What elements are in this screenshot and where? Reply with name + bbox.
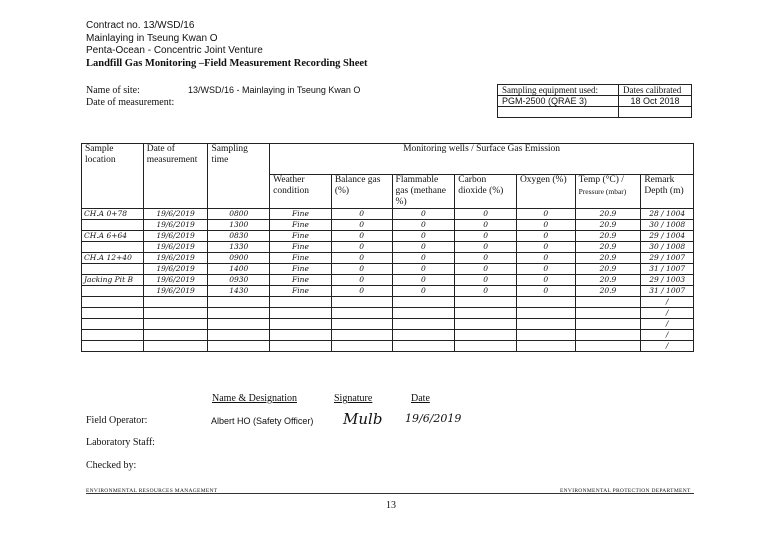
cell-date: 19/6/2019 bbox=[143, 209, 208, 220]
site-labels bbox=[86, 85, 174, 109]
cell-temp-pressure bbox=[575, 341, 641, 352]
cell-temp-pressure: 20.9 bbox=[575, 220, 641, 231]
cell-carbon-dioxide bbox=[455, 341, 517, 352]
sheet-title: Landfill Gas Monitoring –Field Measurement Recording Sheet bbox=[86, 57, 368, 69]
cell-balance-gas: 0 bbox=[331, 220, 392, 231]
cell-flammable-gas bbox=[392, 330, 455, 341]
footer-right: ENVIRONMENTAL PROTECTION DEPARTMENT bbox=[560, 488, 691, 494]
cell-temp-pressure: 20.9 bbox=[575, 231, 641, 242]
cell-weather bbox=[270, 330, 332, 341]
signature-heading: Signature bbox=[334, 393, 373, 404]
table-row bbox=[82, 264, 694, 275]
cell-flammable-gas: 0 bbox=[392, 231, 455, 242]
cell-weather bbox=[270, 341, 332, 352]
cell-temp-pressure bbox=[575, 330, 641, 341]
cell-date: 19/6/2019 bbox=[143, 264, 208, 275]
table-row bbox=[82, 242, 694, 253]
cell-sample-location: CH.A 6+64 bbox=[82, 231, 144, 242]
cell-carbon-dioxide: 0 bbox=[455, 253, 517, 264]
cell-time: 1400 bbox=[208, 264, 270, 275]
table-row bbox=[82, 297, 694, 308]
table-row bbox=[82, 319, 694, 330]
cell-carbon-dioxide: 0 bbox=[455, 220, 517, 231]
cell-date bbox=[143, 341, 208, 352]
cell-oxygen bbox=[516, 330, 575, 341]
cell-sample-location bbox=[82, 319, 144, 330]
cell-date: 19/6/2019 bbox=[143, 275, 208, 286]
page-number: 13 bbox=[386, 500, 396, 511]
cell-weather: Fine bbox=[270, 231, 332, 242]
table-row bbox=[82, 330, 694, 341]
cell-date bbox=[143, 330, 208, 341]
cell-date bbox=[143, 297, 208, 308]
cell-oxygen bbox=[516, 308, 575, 319]
cell-date bbox=[143, 308, 208, 319]
cell-remark: 31 / 1007 bbox=[641, 264, 694, 275]
cell-time: 0800 bbox=[208, 209, 270, 220]
cell-sample-location bbox=[82, 220, 144, 231]
cell-oxygen: 0 bbox=[516, 242, 575, 253]
cell-flammable-gas bbox=[392, 297, 455, 308]
footer-left: ENVIRONMENTAL RESOURCES MANAGEMENT bbox=[86, 488, 218, 494]
cell-flammable-gas: 0 bbox=[392, 286, 455, 297]
field-operator-label: Field Operator: bbox=[86, 415, 148, 426]
cell-remark: / bbox=[641, 297, 694, 308]
cell-carbon-dioxide: 0 bbox=[455, 264, 517, 275]
contractor-name: Penta-Ocean - Concentric Joint Venture bbox=[86, 45, 263, 56]
cell-balance-gas: 0 bbox=[331, 253, 392, 264]
cell-flammable-gas: 0 bbox=[392, 275, 455, 286]
cell-oxygen bbox=[516, 319, 575, 330]
cell-weather: Fine bbox=[270, 275, 332, 286]
document-header bbox=[86, 20, 368, 70]
cell-flammable-gas bbox=[392, 319, 455, 330]
cell-oxygen: 0 bbox=[516, 286, 575, 297]
cell-time: 1330 bbox=[208, 242, 270, 253]
cell-sample-location bbox=[82, 297, 144, 308]
col-pressure-label: Pressure (mbar) bbox=[578, 187, 627, 196]
col-date: Date of measurement bbox=[143, 144, 208, 209]
cell-temp-pressure bbox=[575, 297, 641, 308]
col-carbon-dioxide: Carbon dioxide (%) bbox=[455, 175, 517, 209]
cell-sample-location bbox=[82, 242, 144, 253]
col-temp-pressure bbox=[575, 175, 641, 209]
calibration-cell: 18 Oct 2018 bbox=[619, 96, 692, 107]
cell-carbon-dioxide bbox=[455, 308, 517, 319]
site-name-value: 13/WSD/16 - Mainlaying in Tseung Kwan O bbox=[188, 85, 361, 95]
cell-balance-gas bbox=[331, 319, 392, 330]
cell-time bbox=[208, 297, 270, 308]
col-temp-label: Temp (°C) / bbox=[578, 175, 624, 185]
cell-time bbox=[208, 319, 270, 330]
cell-date: 19/6/2019 bbox=[143, 231, 208, 242]
col-sample-location: Sample location bbox=[82, 144, 144, 209]
cell-remark: 29 / 1003 bbox=[641, 275, 694, 286]
cell-time bbox=[208, 341, 270, 352]
cell-temp-pressure: 20.9 bbox=[575, 242, 641, 253]
cell-oxygen: 0 bbox=[516, 220, 575, 231]
cell-flammable-gas: 0 bbox=[392, 209, 455, 220]
cell-date: 19/6/2019 bbox=[143, 286, 208, 297]
col-weather: Weather condition bbox=[270, 175, 332, 209]
cell-balance-gas: 0 bbox=[331, 275, 392, 286]
cell-date: 19/6/2019 bbox=[143, 220, 208, 231]
cell-sample-location bbox=[82, 330, 144, 341]
checked-by-label: Checked by: bbox=[86, 460, 137, 471]
col-balance-gas: Balance gas (%) bbox=[331, 175, 392, 209]
equipment-cell: PGM-2500 (QRAE 3) bbox=[498, 96, 619, 107]
cell-balance-gas: 0 bbox=[331, 242, 392, 253]
cell-time bbox=[208, 308, 270, 319]
cell-temp-pressure: 20.9 bbox=[575, 275, 641, 286]
equipment-cell bbox=[498, 107, 619, 118]
cell-temp-pressure: 20.9 bbox=[575, 286, 641, 297]
col-oxygen: Oxygen (%) bbox=[516, 175, 575, 209]
table-row bbox=[82, 253, 694, 264]
cell-weather: Fine bbox=[270, 209, 332, 220]
table-body bbox=[82, 209, 694, 352]
cell-balance-gas bbox=[331, 341, 392, 352]
cell-weather bbox=[270, 308, 332, 319]
cell-oxygen bbox=[516, 341, 575, 352]
table-row bbox=[82, 220, 694, 231]
cell-balance-gas bbox=[331, 297, 392, 308]
cell-remark: / bbox=[641, 308, 694, 319]
cell-temp-pressure bbox=[575, 308, 641, 319]
cell-carbon-dioxide: 0 bbox=[455, 209, 517, 220]
cell-sample-location bbox=[82, 341, 144, 352]
equipment-header: Sampling equipment used: bbox=[498, 85, 619, 96]
cell-oxygen: 0 bbox=[516, 275, 575, 286]
cell-time: 1300 bbox=[208, 220, 270, 231]
cell-time: 0930 bbox=[208, 275, 270, 286]
cell-balance-gas bbox=[331, 330, 392, 341]
cell-flammable-gas: 0 bbox=[392, 220, 455, 231]
cell-remark: 29 / 1004 bbox=[641, 231, 694, 242]
cell-flammable-gas bbox=[392, 341, 455, 352]
cell-carbon-dioxide bbox=[455, 330, 517, 341]
date-heading: Date bbox=[411, 393, 430, 404]
cell-weather: Fine bbox=[270, 264, 332, 275]
cell-weather: Fine bbox=[270, 220, 332, 231]
lab-staff-label: Laboratory Staff: bbox=[86, 437, 155, 448]
cell-date: 19/6/2019 bbox=[143, 242, 208, 253]
cell-remark: 28 / 1004 bbox=[641, 209, 694, 220]
name-designation-heading: Name & Designation bbox=[212, 393, 297, 404]
cell-weather bbox=[270, 319, 332, 330]
cell-sample-location: CH.A 0+78 bbox=[82, 209, 144, 220]
cell-temp-pressure: 20.9 bbox=[575, 264, 641, 275]
operator-signature: Mulb bbox=[343, 410, 383, 428]
calibration-cell bbox=[619, 107, 692, 118]
field-operator-name: Albert HO (Safety Officer) bbox=[211, 416, 314, 426]
cell-remark: 29 / 1007 bbox=[641, 253, 694, 264]
table-row bbox=[82, 308, 694, 319]
cell-oxygen bbox=[516, 297, 575, 308]
cell-sample-location bbox=[82, 264, 144, 275]
cell-sample-location bbox=[82, 308, 144, 319]
cell-remark: 30 / 1008 bbox=[641, 220, 694, 231]
project-name: Mainlaying in Tseung Kwan O bbox=[86, 32, 218, 44]
cell-balance-gas: 0 bbox=[331, 231, 392, 242]
cell-remark: / bbox=[641, 330, 694, 341]
cell-time bbox=[208, 330, 270, 341]
cell-balance-gas: 0 bbox=[331, 286, 392, 297]
cell-remark: 30 / 1008 bbox=[641, 242, 694, 253]
cell-flammable-gas: 0 bbox=[392, 253, 455, 264]
col-flammable-gas: Flammable gas (methane %) bbox=[392, 175, 455, 209]
cell-time: 0830 bbox=[208, 231, 270, 242]
col-remark: Remark Depth (m) bbox=[641, 175, 694, 209]
cell-oxygen: 0 bbox=[516, 231, 575, 242]
col-time: Sampling time bbox=[208, 144, 270, 209]
cell-time: 1430 bbox=[208, 286, 270, 297]
cell-temp-pressure: 20.9 bbox=[575, 253, 641, 264]
equipment-table bbox=[497, 84, 692, 118]
cell-remark: 31 / 1007 bbox=[641, 286, 694, 297]
table-row bbox=[82, 275, 694, 286]
cell-weather: Fine bbox=[270, 286, 332, 297]
cell-remark: / bbox=[641, 341, 694, 352]
cell-sample-location bbox=[82, 286, 144, 297]
cell-balance-gas: 0 bbox=[331, 209, 392, 220]
cell-weather: Fine bbox=[270, 253, 332, 264]
cell-oxygen: 0 bbox=[516, 264, 575, 275]
cell-flammable-gas bbox=[392, 308, 455, 319]
cell-remark: / bbox=[641, 319, 694, 330]
cell-carbon-dioxide: 0 bbox=[455, 242, 517, 253]
table-row bbox=[82, 209, 694, 220]
cell-carbon-dioxide bbox=[455, 319, 517, 330]
cell-balance-gas: 0 bbox=[331, 264, 392, 275]
contract-number: Contract no. 13/WSD/16 bbox=[86, 20, 195, 31]
measurement-date-label: Date of measurement: bbox=[86, 97, 175, 108]
cell-flammable-gas: 0 bbox=[392, 264, 455, 275]
table-row bbox=[82, 286, 694, 297]
cell-temp-pressure bbox=[575, 319, 641, 330]
calibration-header: Dates calibrated bbox=[619, 85, 692, 96]
cell-flammable-gas: 0 bbox=[392, 242, 455, 253]
operator-date: 19/6/2019 bbox=[405, 412, 462, 425]
cell-carbon-dioxide: 0 bbox=[455, 275, 517, 286]
measurement-table bbox=[81, 143, 694, 352]
cell-balance-gas bbox=[331, 308, 392, 319]
col-group-monitoring: Monitoring wells / Surface Gas Emission bbox=[270, 144, 694, 175]
cell-weather: Fine bbox=[270, 242, 332, 253]
cell-oxygen: 0 bbox=[516, 253, 575, 264]
cell-time: 0900 bbox=[208, 253, 270, 264]
cell-date: 19/6/2019 bbox=[143, 253, 208, 264]
cell-date bbox=[143, 319, 208, 330]
site-name-label: Name of site: bbox=[86, 85, 140, 96]
cell-sample-location: Jacking Pit B bbox=[82, 275, 144, 286]
cell-carbon-dioxide: 0 bbox=[455, 231, 517, 242]
cell-carbon-dioxide: 0 bbox=[455, 286, 517, 297]
cell-sample-location: CH.A 12+40 bbox=[82, 253, 144, 264]
table-row bbox=[82, 341, 694, 352]
cell-carbon-dioxide bbox=[455, 297, 517, 308]
cell-temp-pressure: 20.9 bbox=[575, 209, 641, 220]
cell-oxygen: 0 bbox=[516, 209, 575, 220]
table-row bbox=[82, 231, 694, 242]
cell-weather bbox=[270, 297, 332, 308]
